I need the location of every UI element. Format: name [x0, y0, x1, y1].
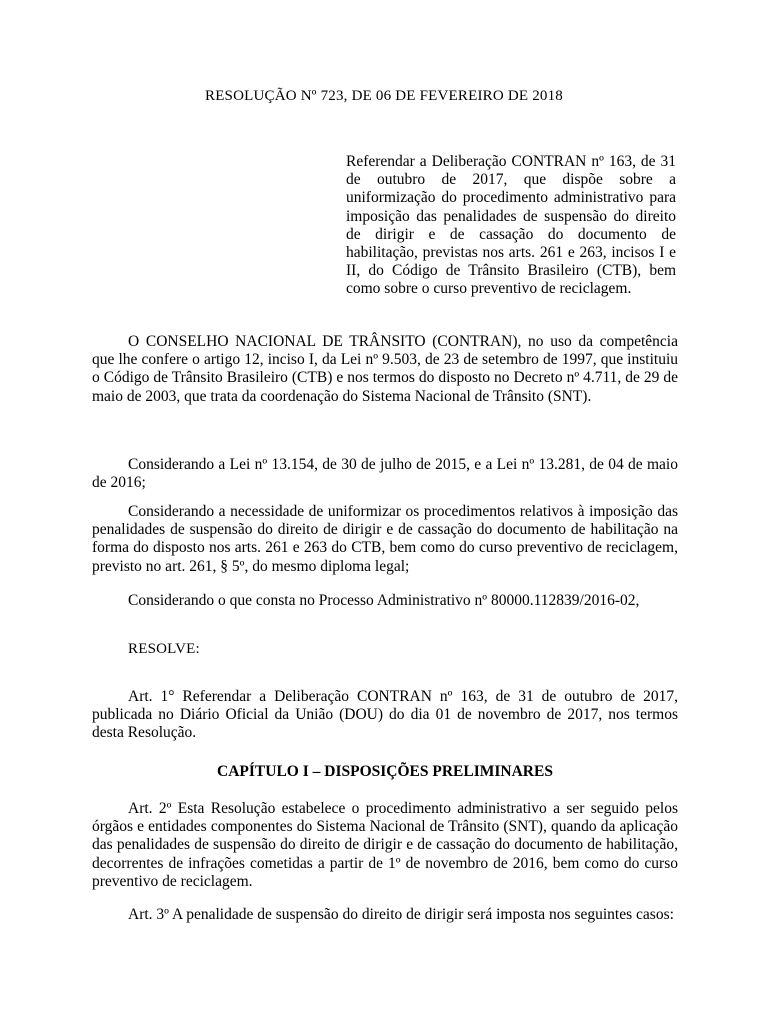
considerando-paragraph-1: Considerando a Lei nº 13.154, de 30 de julho de 2015, e a Lei nº 13.281, de 04 de maio de 2016;	[92, 456, 678, 492]
ementa-paragraph: Referendar a Deliberação CONTRAN nº 163, de 31 de outubro de 2017, que dispõe sobre a uniformização do procedimento administrativo para imposição das penalidades de suspensão do direito de dirigir e de cassação do documento de habilitação, previstas nos arts. 261 e 263, incisos I e II, do Código de Trânsito Brasileiro (CTB), bem como sobre o curso preventivo de reciclagem.	[346, 153, 676, 298]
considerando-paragraph-2: Considerando a necessidade de uniformizar os procedimentos relativos à imposição das penalidades de suspensão do direito de dirigir e de cassação do documento de habilitação na forma do disposto nos arts. 261 e 263 do CTB, bem como do curso preventivo de reciclagem, previsto no art. 261, § 5º, do mesmo diploma legal;	[92, 503, 678, 575]
chapter-heading: CAPÍTULO I – DISPOSIÇÕES PRELIMINARES	[217, 763, 553, 780]
resolve-label: RESOLVE:	[128, 641, 200, 657]
considerando-paragraph-3: Considerando o que consta no Processo Administrativo nº 80000.112839/2016-02,	[128, 592, 640, 609]
resolve-heading	[92, 640, 678, 658]
article-1-paragraph: Art. 1° Referendar a Deliberação CONTRAN nº 163, de 31 de outubro de 2017, publicada no Diário Oficial da União (DOU) do dia 01 de novembro de 2017, nos termos desta Resolução.	[92, 688, 678, 742]
article-3-paragraph: Art. 3º A penalidade de suspensão do direito de dirigir será imposta nos seguintes casos:	[128, 906, 674, 923]
article-2-paragraph: Art. 2º Esta Resolução estabelece o procedimento administrativo a ser seguido pelos órgãos e entidades componentes do Sistema Nacional de Trânsito (SNT), quando da aplicação das penalidades de suspensão do direito de dirigir e de cassação do documento de habilitação, decorrentes de infrações cometidas a partir de 1º de novembro de 2016, bem como do curso preventivo de reciclagem.	[92, 800, 678, 890]
preamble-paragraph: O CONSELHO NACIONAL DE TRÂNSITO (CONTRAN), no uso da competência que lhe confere o artigo 12, inciso I, da Lei nº 9.503, de 23 de setembro de 1997, que instituiu o Código de Trânsito Brasileiro (CTB) e nos termos do disposto no Decreto nº 4.711, de 29 de maio de 2003, que trata da coordenação do Sistema Nacional de Trânsito (SNT).	[92, 333, 678, 405]
resolution-title: RESOLUÇÃO Nº 723, DE 06 DE FEVEREIRO DE 2018	[204, 88, 564, 104]
